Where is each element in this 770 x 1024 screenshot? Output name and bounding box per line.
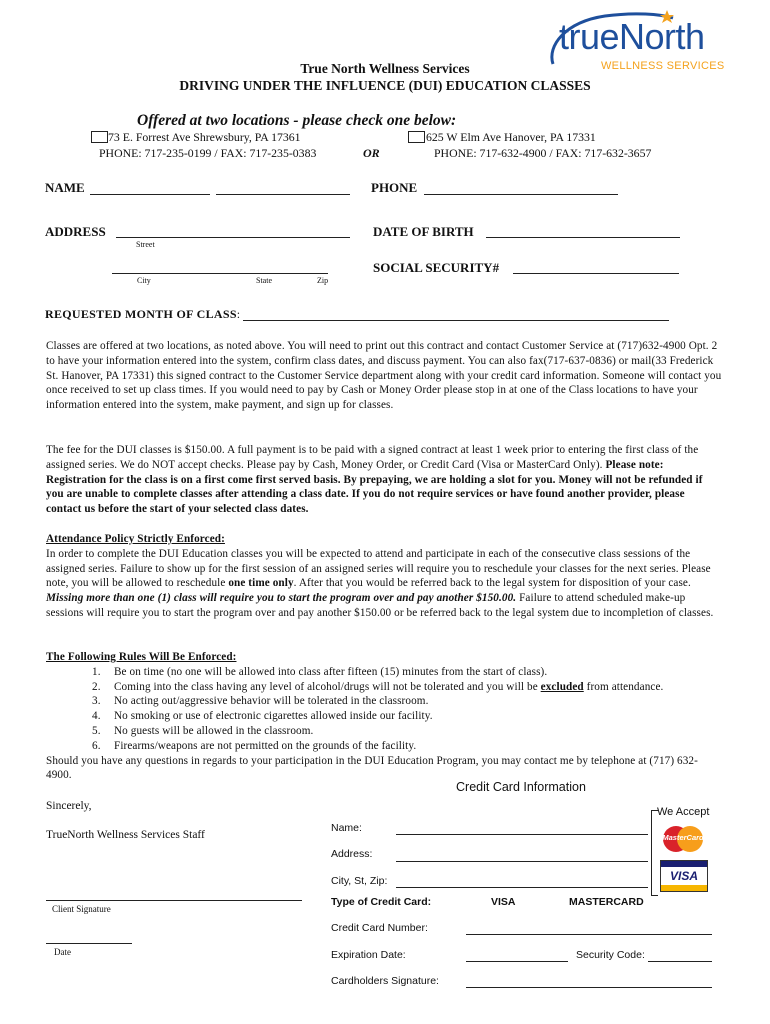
date-field[interactable]	[46, 943, 132, 944]
rule-text: Coming into the class having any level of alcohol/drugs will not be tolerated and you will be	[114, 680, 541, 693]
cc-visa-option[interactable]: VISA	[491, 896, 516, 908]
instructions-text: Classes are offered at two locations, as noted above. You will need to print out this contract and contact Customer Service at (717)632-4900 Opt. 2 to have your information entered into the system, confirm class dates, and discuss payment. You can also fax(717-637-0836) or mail(33 Frederick St. Hanover, PA 17331) this signed contract to the Customer Service department along with your credit card information. Someone will contact you once received to set up class times. If you would need to pay by Cash or Money Order please stop in at one of the Class locations to have your information entered into the system, make payment, and sign up for classes.	[46, 340, 722, 412]
rule-item	[46, 680, 722, 695]
cc-exp-field[interactable]	[466, 961, 568, 962]
rule-text: No guests will be allowed in the classroom.	[114, 724, 314, 737]
requested-month-field[interactable]	[243, 320, 669, 321]
city-state-zip-field[interactable]	[112, 273, 328, 274]
rules-list	[46, 665, 722, 754]
cc-number-label: Credit Card Number:	[331, 922, 428, 934]
ssn-label: SOCIAL SECURITY#	[373, 260, 500, 275]
cc-address-label: Address:	[331, 848, 373, 860]
city-caption: City	[137, 276, 151, 285]
cc-sec-field[interactable]	[648, 961, 712, 962]
attendance-text-c: . After that you would be referred back to the legal system for disposition of your case.	[293, 577, 691, 590]
rule-excluded: excluded	[540, 680, 584, 693]
cc-sec-label: Security Code:	[576, 949, 645, 961]
cc-type-label: Type of Credit Card:	[331, 896, 432, 908]
phone-label: PHONE	[371, 180, 418, 195]
cc-sig-field[interactable]	[466, 987, 712, 988]
ssn-field[interactable]	[513, 273, 679, 274]
mastercard-logo-text: MasterCard	[662, 833, 704, 842]
location-left-address: 73 E. Forrest Ave Shrewsbury, PA 17361	[108, 130, 301, 144]
rule-item	[46, 665, 722, 680]
attendance-text	[46, 547, 722, 621]
first-name-field[interactable]	[90, 194, 210, 195]
credit-card-title: Credit Card Information	[456, 780, 586, 794]
cc-name-field[interactable]	[396, 834, 648, 835]
phone-field[interactable]	[424, 194, 618, 195]
attendance-section	[46, 532, 722, 621]
logo-tagline: WELLNESS SERVICES	[601, 60, 725, 72]
location-left-checkbox[interactable]	[91, 131, 108, 143]
cc-csz-field[interactable]	[396, 887, 648, 888]
zip-caption: Zip	[317, 276, 329, 285]
cc-exp-label: Expiration Date:	[331, 949, 406, 961]
fee-text	[46, 443, 722, 517]
rule-number: 1.	[92, 665, 101, 678]
state-caption: State	[256, 276, 272, 285]
location-left-phone: PHONE: 717-235-0199 / FAX: 717-235-0383	[99, 146, 317, 160]
rule-item	[46, 724, 722, 739]
visa-logo-text: VISA	[669, 869, 698, 883]
page-title: DRIVING UNDER THE INFLUENCE (DUI) EDUCATION CLASSES	[179, 78, 591, 93]
client-signature-caption: Client Signature	[52, 904, 111, 914]
date-caption: Date	[54, 947, 71, 957]
client-signature-field[interactable]	[46, 900, 302, 901]
rule-text-end: from attendance.	[583, 680, 664, 693]
name-label: NAME	[45, 180, 85, 195]
closing-text: Should you have any questions in regards to your participation in the DUI Education Program, you may contact me by telephone at (717) 632-4900.	[46, 754, 698, 782]
rule-text: Firearms/weapons are not permitted on the grounds of the facility.	[114, 739, 417, 752]
logo-text: trueNorth	[559, 16, 705, 57]
rule-number: 3.	[92, 695, 101, 708]
cc-name-label: Name:	[331, 822, 362, 834]
rules-heading: The Following Rules Will Be Enforced:	[46, 651, 237, 663]
staff-signature: TrueNorth Wellness Services Staff	[46, 829, 205, 841]
rule-item	[46, 694, 722, 709]
last-name-field[interactable]	[216, 194, 350, 195]
street-caption: Street	[136, 240, 155, 249]
location-right-phone: PHONE: 717-632-4900 / FAX: 717-632-3657	[434, 146, 652, 160]
rule-text: No acting out/aggressive behavior will be tolerated in the classroom.	[114, 695, 429, 708]
attendance-heading: Attendance Policy Strictly Enforced:	[46, 533, 225, 545]
rule-number: 5.	[92, 724, 101, 737]
address-label: ADDRESS	[45, 224, 106, 239]
street-field[interactable]	[116, 237, 350, 238]
rule-text: Be on time (no one will be allowed into class after fifteen (15) minutes from the start of class).	[114, 665, 548, 678]
location-right-checkbox[interactable]	[408, 131, 425, 143]
cc-csz-label: City, St, Zip:	[331, 875, 388, 887]
rule-number: 2.	[92, 680, 101, 693]
rule-item	[46, 739, 722, 754]
cc-address-field[interactable]	[396, 861, 648, 862]
rule-number: 6.	[92, 739, 101, 752]
fee-paragraph	[46, 443, 722, 517]
mastercard-logo-icon	[660, 824, 706, 854]
location-right-address: 625 W Elm Ave Hanover, PA 17331	[426, 130, 596, 144]
month-label-colon: :	[236, 307, 241, 321]
org-name: True North Wellness Services	[300, 61, 470, 76]
fee-text-b: Please note: Registration for the class is on a first come first served basis. By prepaying, we are holding a slot for you. Money will not be refunded if you are unable to complete classes after attending a class date. If you do not require services or have found another provider, please contact us before the start of your selected class dates.	[46, 458, 703, 516]
visa-logo-icon	[660, 860, 708, 892]
we-accept-bracket	[651, 810, 658, 896]
instructions-paragraph	[46, 339, 722, 413]
month-label	[45, 307, 240, 322]
cc-mastercard-option[interactable]: MASTERCARD	[569, 896, 644, 908]
cc-number-field[interactable]	[466, 934, 712, 935]
or-label: OR	[363, 146, 380, 160]
cc-sig-label: Cardholders Signature:	[331, 975, 439, 987]
offered-heading: Offered at two locations - please check one below:	[137, 112, 457, 129]
month-label-text: REQUESTED MONTH OF CLASS	[45, 307, 237, 321]
rule-text: No smoking or use of electronic cigarettes allowed inside our facility.	[114, 710, 433, 723]
dob-field[interactable]	[486, 237, 680, 238]
we-accept-box	[651, 806, 711, 898]
dob-label: DATE OF BIRTH	[373, 224, 474, 239]
rule-number: 4.	[92, 710, 101, 723]
attendance-text-e: Failure to attend scheduled make-up sessions will require you to start the program over and pay another $150.00 or be referred back to the legal system due to incompletion of classes.	[46, 592, 714, 619]
attendance-text-a: In order to complete the DUI Education classes you will be expected to attend and participate in each of the consecutive class sessions of the assigned series. Failure to show up for the first session of an assigned series will require you to reschedule your classes for the next series. Please note, you will be allowed to reschedule	[46, 547, 711, 590]
attendance-one-time: one time only	[228, 577, 294, 590]
rules-section	[46, 650, 722, 783]
we-accept-label: We Accept	[657, 806, 710, 818]
fee-text-a: The fee for the DUI classes is $150.00. A full payment is to be paid with a signed contract at least 1 week prior to entering the first class of the assigned series. We do NOT accept checks. Please pay by Cash, Money Order, or Credit Card (Visa or MasterCard Only).	[46, 444, 699, 471]
sincerely: Sincerely,	[46, 800, 92, 812]
attendance-warning: Missing more than one (1) class will require you to start the program over and pay another $150.00.	[46, 592, 517, 605]
rule-item	[46, 709, 722, 724]
